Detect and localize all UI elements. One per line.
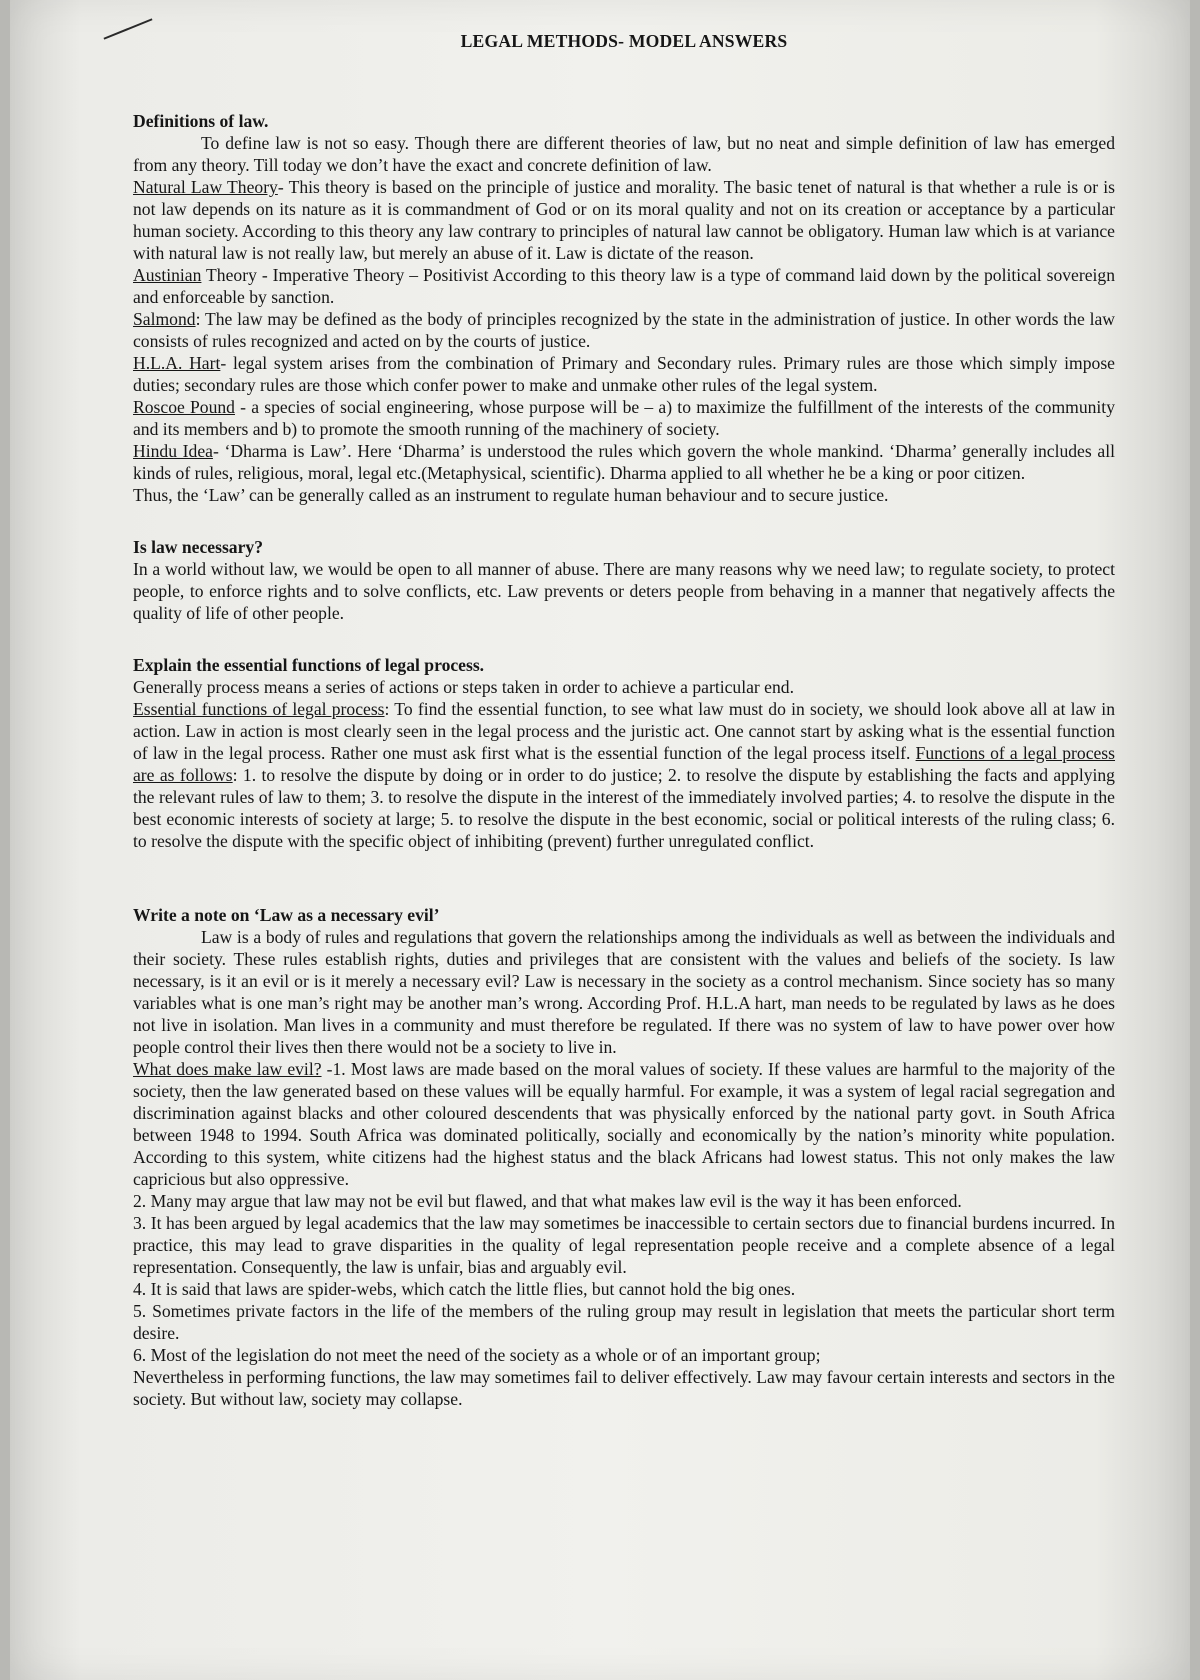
term-label: Natural Law Theory xyxy=(133,177,278,197)
term-text: : To find the essential function, to see what law must do in society, we should look above all at law in action. Law in action is most clearly seen in the legal process and the juristic act. One cannot start by asking what is the essential function of law in the legal process. Rather one must ask first what is the essential function of the legal process itself. xyxy=(133,699,1115,763)
term-label: What does make law evil? xyxy=(133,1059,322,1079)
term-text: - ‘Dharma is Law’. Here ‘Dharma’ is understood the rules which govern the whole mankind. ‘Dharma’ generally includes all kinds of rules, religious, moral, legal etc.(Metaphysical, scientific). Dharma applied to all whether he be a king or poor citizen. xyxy=(133,441,1115,483)
term-text: - This theory is based on the principle of justice and morality. The basic tenet of natural is that whether a rule is or is not law depends on its nature as it is commandment of God or on its moral quality and not on its creation or acceptance by a particular human society. According to this theory any law contrary to principles of natural law cannot be obligatory. Human law which is at variance with natural law is not really law, but merely an abuse of it. Law is dictate of the reason. xyxy=(133,177,1115,263)
paragraph-natural-law xyxy=(133,176,1115,264)
paragraph-hart xyxy=(133,352,1115,396)
paragraph-essential-functions xyxy=(133,698,1115,852)
term-label: Hindu Idea xyxy=(133,441,213,461)
section-functions xyxy=(133,654,1115,852)
term-label: Salmond xyxy=(133,309,196,329)
term-text: : 1. to resolve the dispute by doing or in order to do justice; 2. to resolve the dispute by establishing the facts and applying the relevant rules of law to them; 3. to resolve the dispute in the interest of the immediately involved parties; 4. to resolve the dispute in the best economic interests of society at large; 5. to resolve the dispute in the best economic, social or political interests of the ruling class; 6. to resolve the dispute with the specific object of inhibiting (prevent) further unregulated conflict. xyxy=(133,765,1115,851)
paragraph-austinian xyxy=(133,264,1115,308)
section-definitions xyxy=(133,110,1115,506)
term-text: -1. Most laws are made based on the moral values of society. If these values are harmful to the majority of the society, then the law generated based on these values will be equally harmful. For example, it was a system of legal racial segregation and discrimination against blacks and other coloured descendents that was physically enforced by the national party govt. in South Africa between 1948 to 1994. South Africa was dominated politically, socially and economically by the nation’s minority white population. According to this system, white citizens had the highest status and the black Africans had lowest status. This not only makes the law capricious but also oppressive. xyxy=(133,1059,1116,1189)
paragraph-point-1 xyxy=(133,1058,1115,1190)
section-heading: Explain the essential functions of legal process. xyxy=(133,655,485,675)
term-text: Theory - Imperative Theory – Positivist According to this theory law is a type of command laid down by the political sovereign and enforceable by sanction. xyxy=(133,265,1115,307)
term-text: - legal system arises from the combination of Primary and Secondary rules. Primary rules are those which simply impose duties; secondary rules are those which confer power to make and unmake other rules of the legal system. xyxy=(133,353,1115,395)
section-heading: Definitions of law. xyxy=(133,111,269,131)
paragraph-point-4: 4. It is said that laws are spider-webs, which catch the little flies, but cannot hold the big ones. xyxy=(133,1279,796,1299)
paragraph-point-6: 6. Most of the legislation do not meet the need of the society as a whole or of an important group; xyxy=(133,1345,821,1365)
section-heading: Is law necessary? xyxy=(133,537,263,557)
term-text: - a species of social engineering, whose purpose will be – a) to maximize the fulfillment of the interests of the community and its members and b) to promote the smooth running of the machinery of society. xyxy=(133,397,1115,439)
paragraph: Thus, the ‘Law’ can be generally called as an instrument to regulate human behaviour and to secure justice. xyxy=(133,485,889,505)
document-page xyxy=(10,0,1190,1680)
paragraph-point-2: 2. Many may argue that law may not be evil but flawed, and that what makes law evil is the way it has been enforced. xyxy=(133,1191,962,1211)
term-label: Essential functions of legal process xyxy=(133,699,385,719)
term-label: H.L.A. Hart xyxy=(133,353,221,373)
term-label: Functions of a legal process are as follows xyxy=(133,743,1116,785)
section-necessary xyxy=(133,536,1115,624)
section-necessary-evil xyxy=(133,904,1115,1410)
paragraph: Generally process means a series of actions or steps taken in order to achieve a particular end. xyxy=(133,677,794,697)
term-label: Austinian xyxy=(133,265,202,285)
page-title: LEGAL METHODS- MODEL ANSWERS xyxy=(460,31,788,51)
paragraph-pound xyxy=(133,396,1115,440)
paragraph: To define law is not so easy. Though there are different theories of law, but no neat and simple definition of law has emerged from any theory. Till today we don’t have the exact and concrete definition of law. xyxy=(133,133,1115,175)
paragraph: In a world without law, we would be open to all manner of abuse. There are many reasons why we need law; to regulate society, to protect people, to enforce rights and to solve conflicts, etc. Law prevents or deters people from behaving in a manner that negatively affects the quality of life of other people. xyxy=(133,559,1115,623)
paragraph: Law is a body of rules and regulations that govern the relationships among the individuals as well as between the individuals and their society. These rules establish rights, duties and privileges that are consistent with the values and beliefs of the society. Is law necessary, is it an evil or is it merely a necessary evil? Law is necessary in the society as a control mechanism. Since society has so many variables what is one man’s right may be another man’s wrong. According Prof. H.L.A hart, man needs to be regulated by laws as he does not live in isolation. Man lives in a community and must therefore be regulated. If there was no system of law to have power over how people control their lives then there would not be a society to live in. xyxy=(133,927,1115,1057)
section-heading: Write a note on ‘Law as a necessary evil’ xyxy=(133,905,440,925)
paragraph-hindu xyxy=(133,440,1115,484)
term-label: Roscoe Pound xyxy=(133,397,235,417)
paragraph: Nevertheless in performing functions, the law may sometimes fail to deliver effectively. Law may favour certain interests and sectors in the society. But without law, society may collapse. xyxy=(133,1367,1115,1409)
paragraph-point-5: 5. Sometimes private factors in the life of the members of the ruling group may result in legislation that meets the particular short term desire. xyxy=(133,1301,1115,1343)
term-text: : The law may be defined as the body of principles recognized by the state in the administration of justice. In other words the law consists of rules recognized and acted on by the courts of justice. xyxy=(133,309,1115,351)
paragraph-salmond xyxy=(133,308,1115,352)
document-body xyxy=(133,24,1115,1410)
paragraph-point-3: 3. It has been argued by legal academics that the law may sometimes be inaccessible to certain sectors due to financial burdens incurred. In practice, this may lead to grave disparities in the quality of legal representation people receive and a complete absence of a legal representation. Consequently, the law is unfair, bias and arguably evil. xyxy=(133,1213,1115,1277)
